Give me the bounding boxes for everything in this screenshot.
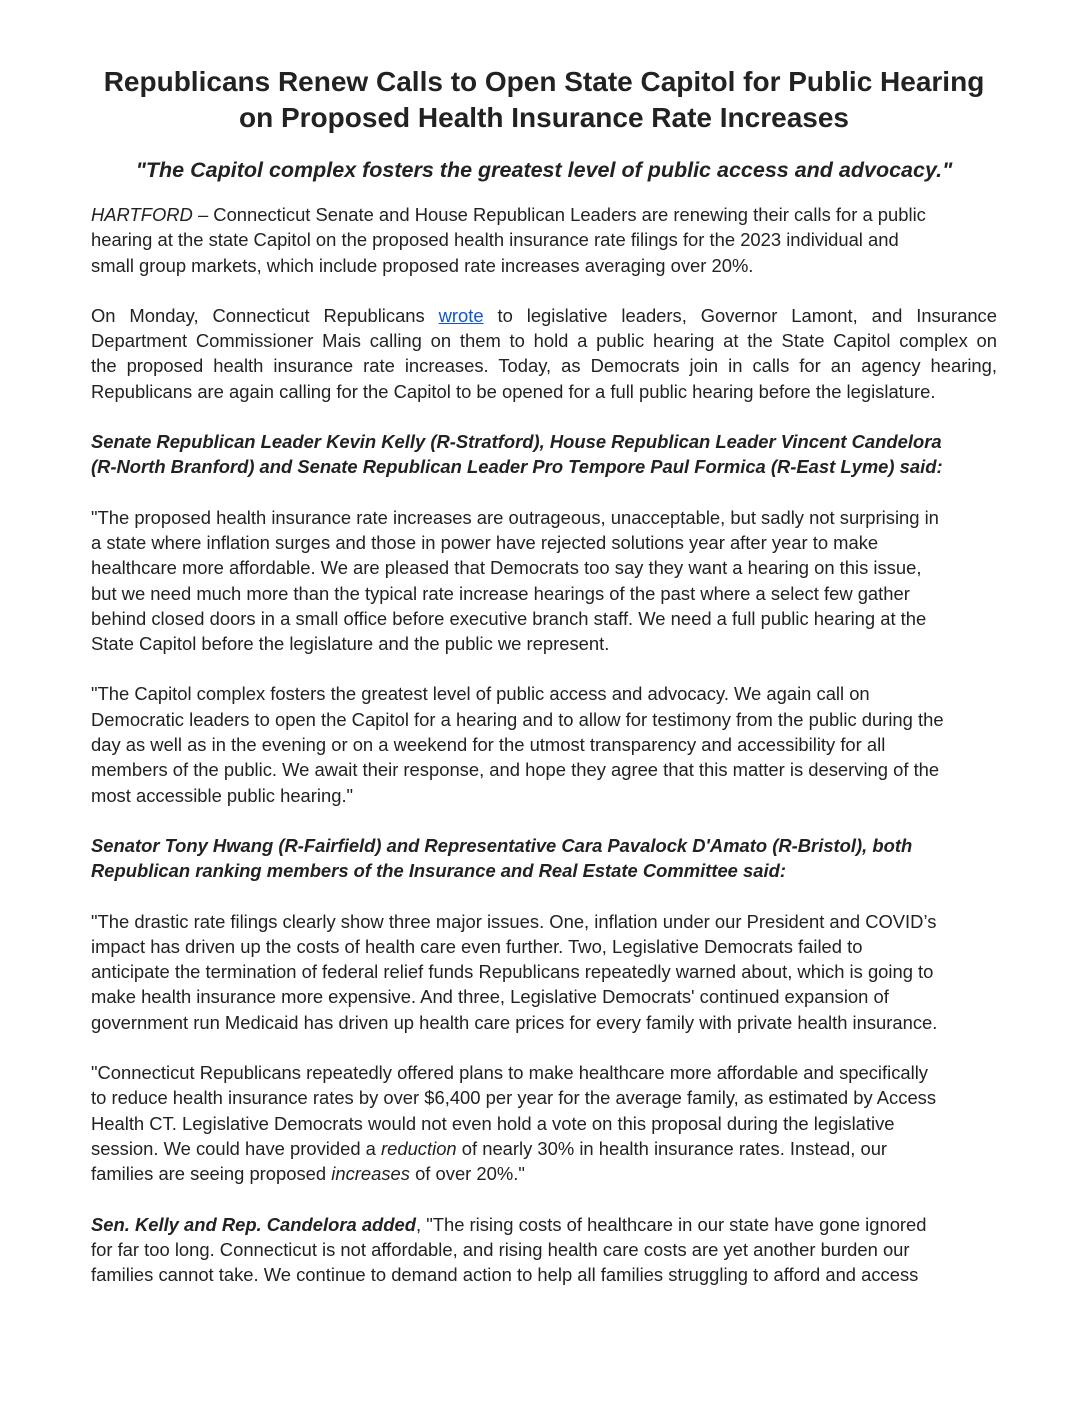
- letter-line-4: Republicans are again calling for the Capitol to be opened for a full public hearing before the legislature.: [91, 380, 936, 402]
- quote2-line: "The Capitol complex fosters the greatest level of public access and advocacy. We again call on: [91, 683, 870, 705]
- subheadline-quote: "The Capitol complex fosters the greatest level of public access and advocacy.": [135, 158, 953, 182]
- quote3-line: government run Medicaid has driven up health care prices for every family with private health insurance.: [91, 1011, 938, 1033]
- emphasis-reduction: reduction: [381, 1137, 457, 1159]
- intro-line-1: HARTFORD – Connecticut Senate and House Republican Leaders are renewing their calls for a public: [91, 204, 926, 225]
- headline-line-1: Republicans Renew Calls to Open State Capitol for Public Hearing: [103, 66, 985, 97]
- speaker2-line-1: Senator Tony Hwang (R-Fairfield) and Representative Cara Pavalock D'Amato (R-Bristol), both: [91, 834, 913, 856]
- letter-line-1: On Monday, Connecticut Republicans wrote to legislative leaders, Governor Lamont, and Insurance: [91, 304, 997, 326]
- quote1-line: a state where inflation surges and those in power have rejected solutions year after year to make: [91, 531, 879, 553]
- quote2-line: members of the public. We await their response, and hope they agree that this matter is deserving of the: [91, 759, 940, 781]
- quote4-line: to reduce health insurance rates by over $6,400 per year for the average family, as estimated by Access: [91, 1087, 937, 1109]
- headline-line-2: on Proposed Health Insurance Rate Increases: [239, 102, 849, 133]
- quote-paragraph-4: [91, 1060, 997, 1186]
- quote3-line: "The drastic rate filings clearly show three major issues. One, inflation under our President and COVID’s: [91, 910, 937, 932]
- quote-paragraph-3: [91, 909, 997, 1035]
- quote1-line: but we need much more than the typical rate increase hearings of the past where a select few gather: [91, 582, 910, 604]
- closing-line-3: families cannot take. We continue to demand action to help all families struggling to afford and access: [91, 1264, 919, 1286]
- quote1-line: behind closed doors in a small office before executive branch staff. We need a full public hearing at the: [91, 607, 927, 629]
- quote1-line: healthcare more affordable. We are pleased that Democrats too say they want a hearing on this issue,: [91, 557, 922, 579]
- quote2-line: day as well as in the evening or on a weekend for the utmost transparency and accessibility for all: [91, 734, 886, 756]
- closing-line-1: Sen. Kelly and Rep. Candelora added, "The rising costs of healthcare in our state have gone ignored: [91, 1213, 927, 1235]
- headline: [91, 64, 997, 136]
- quote1-line: State Capitol before the legislature and the public we represent.: [91, 633, 610, 655]
- speaker-attribution-1: [91, 429, 997, 480]
- wrote-link[interactable]: wrote: [438, 304, 484, 326]
- quote-paragraph-1: [91, 505, 997, 657]
- closing-speaker: Sen. Kelly and Rep. Candelora added: [91, 1213, 416, 1235]
- speaker1-line-1: Senate Republican Leader Kevin Kelly (R-Stratford), House Republican Leader Vincent Candelora: [91, 431, 942, 453]
- intro-line-3: small group markets, which include proposed rate increases averaging over 20%.: [91, 254, 754, 276]
- letter-line-2: Department Commissioner Mais calling on them to hold a public hearing at the State Capitol complex on: [91, 330, 997, 352]
- press-release-page: [91, 64, 997, 1287]
- letter-line-3: the proposed health insurance rate increases. Today, as Democrats join in calls for an agency hearing,: [91, 355, 997, 377]
- quote3-line: impact has driven up the costs of health care even further. Two, Legislative Democrats failed to: [91, 935, 863, 957]
- speaker-attribution-2: [91, 833, 997, 884]
- intro-paragraph: [91, 202, 997, 278]
- emphasis-increases: increases: [331, 1163, 410, 1185]
- quote4-line: families are seeing proposed increases of over 20%.": [91, 1163, 525, 1185]
- quote1-line: "The proposed health insurance rate increases are outrageous, unacceptable, but sadly not surprising in: [91, 506, 939, 528]
- speaker1-line-2: (R-North Branford) and Senate Republican Leader Pro Tempore Paul Formica (R-East Lyme) said:: [91, 456, 943, 478]
- intro-line-2: hearing at the state Capitol on the proposed health insurance rate filings for the 2023 individual and: [91, 229, 899, 251]
- quote4-line: Health CT. Legislative Democrats would not even hold a vote on this proposal during the legislative: [91, 1112, 895, 1134]
- speaker2-line-2: Republican ranking members of the Insurance and Real Estate Committee said:: [91, 860, 786, 882]
- quote-paragraph-2: [91, 681, 997, 807]
- letter-paragraph: [91, 303, 997, 404]
- dateline: HARTFORD: [91, 204, 193, 225]
- quote3-line: anticipate the termination of federal relief funds Republicans repeatedly warned about, which is going to: [91, 961, 934, 983]
- quote2-line: Democratic leaders to open the Capitol for a hearing and to allow for testimony from the public during the: [91, 708, 944, 730]
- quote2-line: most accessible public hearing.": [91, 784, 354, 806]
- closing-line-2: for far too long. Connecticut is not affordable, and rising health care costs are yet another burden our: [91, 1238, 910, 1260]
- quote3-line: make health insurance more expensive. And three, Legislative Democrats' continued expansion of: [91, 986, 889, 1008]
- quote4-line: "Connecticut Republicans repeatedly offered plans to make healthcare more affordable and specifically: [91, 1062, 928, 1084]
- quote4-line: session. We could have provided a reduction of nearly 30% in health insurance rates. Instead, our: [91, 1137, 888, 1159]
- closing-paragraph: [91, 1212, 997, 1288]
